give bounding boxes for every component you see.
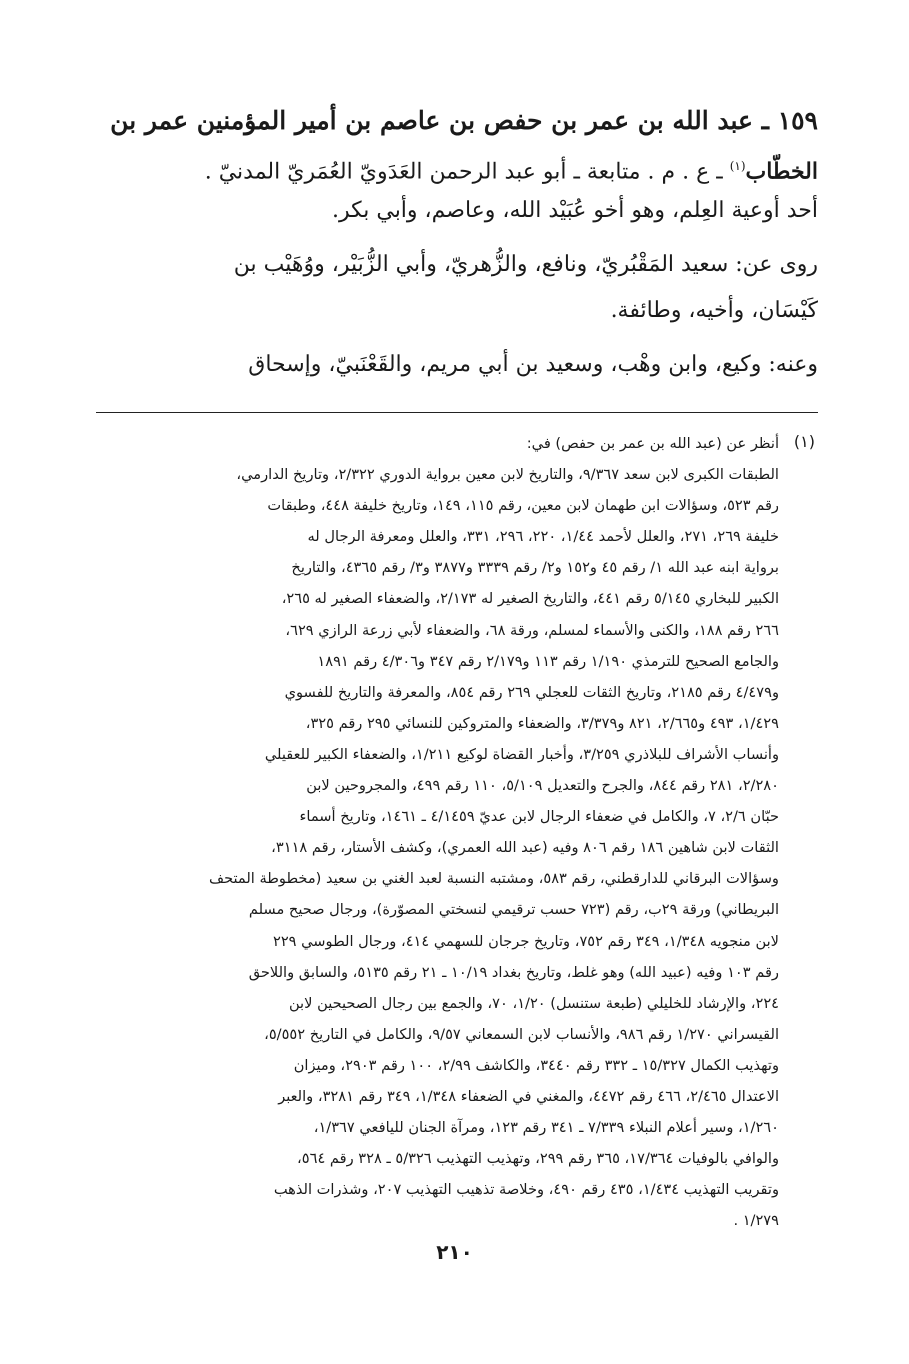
footnote-line: ١/٤٢٩، ٤٩٣ و٢/٦٦٥، ٨٢١ و٣/٣٧٩، والضعفاء والمتروكين للنسائي ٢٩٥ رقم ٣٢٥،	[305, 714, 779, 732]
footnote-line: لابن منجويه ١/٣٤٨، ٣٤٩ رقم ٧٥٢، وتاريخ جرجان للسهمي ٤١٤، ورجال الطوسي ٢٢٩	[272, 932, 779, 950]
footnote-line: البريطاني) ورقة ٢٩ب، رقم (٧٢٣ حسب ترقيمي لنسختي المصوّرة)، ورجال صحيح مسلم	[248, 901, 779, 919]
footnote-line: وتهذيب الكمال ١٥/٣٢٧ ـ ٣٣٢ رقم ٣٤٤٠، والكاشف ٢/٩٩، ١٠٠ رقم ٢٩٠٣، وميزان	[293, 1056, 779, 1074]
footnote-line: الاعتدال ٢/٤٦٥، ٤٦٦ رقم ٤٤٧٢، والمغني في الضعفاء ١/٣٤٨، ٣٤٩ رقم ٣٢٨١، والعبر	[278, 1087, 779, 1105]
narrated-from-line: روى عن: سعيد المَقْبُريّ، ونافع، والزُّهريّ، وأبي الزُّبَيْر، ووُهَيْب بن	[233, 252, 818, 277]
footnote-line: ٢٢٤، والإرشاد للخليلي (طبعة ستنسل) ١/٢٠، ٧٠، والجمع بين رجال الصحيحين لابن	[288, 994, 779, 1012]
footnote-line: ٢/٢٨٠، ٢٨١ رقم ٨٤٤، والجرح والتعديل ٥/١٠٩، ١١٠ رقم ٤٩٩، والمجروحين لابن	[306, 777, 779, 795]
footnote-line: الثقات لابن شاهين ١٨٦ رقم ٨٠٦ وفيه (عبد الله العمري)، وكشف الأستار، رقم ٣١١٨،	[271, 839, 779, 857]
entry-heading: ١٥٩ ـ عبد الله بن عمر بن حفص بن عاصم بن أمير المؤمنين عمر بن	[110, 106, 818, 135]
biography-entry	[96, 98, 818, 388]
narrated-from-line: كَيْسَان، وأخيه، وطائفة.	[610, 298, 818, 323]
entry-kunya: ـ ع . م . متابعة ـ أبو عبد الرحمن العَدَويّ العُمَريّ المدنيّ .	[204, 159, 730, 185]
entry-description: أحد أوعية العِلم، وهو أخو عُبَيْد الله، وعاصم، وأبي بكر.	[331, 198, 818, 223]
footnote-line: أنظر عن (عبد الله بن عمر بن حفص) في:	[526, 435, 779, 452]
footnote-marker: (١)	[793, 432, 815, 451]
footnote-line: و٤/٤٧٩ رقم ٢١٨٥، وتاريخ الثقات للعجلي ٢٦٩ رقم ٨٥٤، والمعرفة والتاريخ للفسوي	[284, 683, 779, 701]
narrators-line: وعنه: وكيع، وابن وهْب، وسعيد بن أبي مريم، والقَعْنَبيّ، وإسحاق	[248, 352, 818, 377]
footnote-line: الطبقات الكبرى لابن سعد ٩/٣٦٧، والتاريخ لابن معين برواية الدوري ٢/٣٢٢، وتاريخ الدارمي،	[236, 466, 779, 484]
footnote-line: خليفة ٢٦٩، ٢٧١، والعلل لأحمد ١/٤٤، ٢٢٠، ٢٩٦، ٣٣١، والعلل ومعرفة الرجال له	[307, 528, 779, 546]
footnote-line: وسؤالات البرقاني للدارقطني، رقم ٥٨٣، ومشتبه النسبة لعبد الغني بن سعيد (مخطوطة المتحف	[208, 870, 779, 888]
footnote-line: ١/٢٦٠، وسير أعلام النبلاء ٧/٣٣٩ ـ ٣٤١ رقم ١٢٣، ومرآة الجنان لليافعي ١/٣٦٧،	[313, 1119, 779, 1137]
footnote-line: القيسراني ١/٢٧٠ رقم ٩٨٦، والأنساب لابن السمعاني ٩/٥٧، والكامل في التاريخ ٥/٥٥٢،	[264, 1025, 779, 1043]
footnote-line: والجامع الصحيح للترمذي ١/١٩٠ رقم ١١٣ و٢/١٧٩ رقم ٣٤٧ و٤/٣٠٦ رقم ١٨٩١	[317, 652, 779, 670]
footnote-line: برواية ابنه عبد الله ١/ رقم ٤٥ و١٥٢ و٢/ رقم ٣٣٣٩ و٣٨٧٧ و٣/ رقم ٤٣٦٥، والتاريخ	[291, 559, 779, 577]
footnote-text	[96, 428, 779, 1236]
footnote-line: الكبير للبخاري ٥/١٤٥ رقم ٤٤١، والتاريخ الصغير له ٢/١٧٣، والضعفاء الصغير له ٢٦٥،	[281, 590, 779, 608]
entry-heading-continued	[96, 144, 818, 188]
footnote-line: وتقريب التهذيب ١/٤٣٤، ٤٣٥ رقم ٤٩٠، وخلاصة تذهيب التهذيب ٢٠٧، وشذرات الذهب	[273, 1181, 779, 1199]
footnote-line: وأنساب الأشراف للبلاذري ٣/٢٥٩، وأخبار القضاة لوكيع ١/٢١١، والضعفاء الكبير للعقيلي	[264, 745, 779, 763]
footnote-line: والوافي بالوفيات ١٧/٣٦٤، ٣٦٥ رقم ٢٩٩، وتهذيب التهذيب ٥/٣٢٦ ـ ٣٢٨ رقم ٥٦٤،	[297, 1150, 779, 1168]
page-number: ٢١٠	[436, 1240, 473, 1264]
footnote-line: حبّان ٢/٦، ٧، والكامل في ضعفاء الرجال لابن عديّ ٤/١٤٥٩ ـ ١٤٦١، وتاريخ أسماء	[299, 808, 779, 826]
footnote-line: رقم ٥٢٣، وسؤالات ابن طهمان لابن معين، رقم ١١٥، ١٤٩، وتاريخ خليفة ٤٤٨، وطبقات	[267, 497, 779, 515]
footnote-reference: (١)	[729, 159, 746, 173]
footnote-line: رقم ١٠٣ وفيه (عبيد الله) وهو غلط، وتاريخ بغداد ١٠/١٩ ـ ٢١ رقم ٥١٣٥، والسابق واللاحق	[248, 963, 779, 981]
footnote-line: ١/٢٧٩ .	[733, 1212, 779, 1230]
footnote-line: ٢٦٦ رقم ١٨٨، والكنى والأسماء لمسلم، ورقة ٦٨، والضعفاء لأبي زرعة الرازي ٦٢٩،	[285, 621, 779, 639]
footnote-divider	[96, 412, 818, 413]
entry-name-suffix: الخطّاب	[745, 158, 818, 185]
